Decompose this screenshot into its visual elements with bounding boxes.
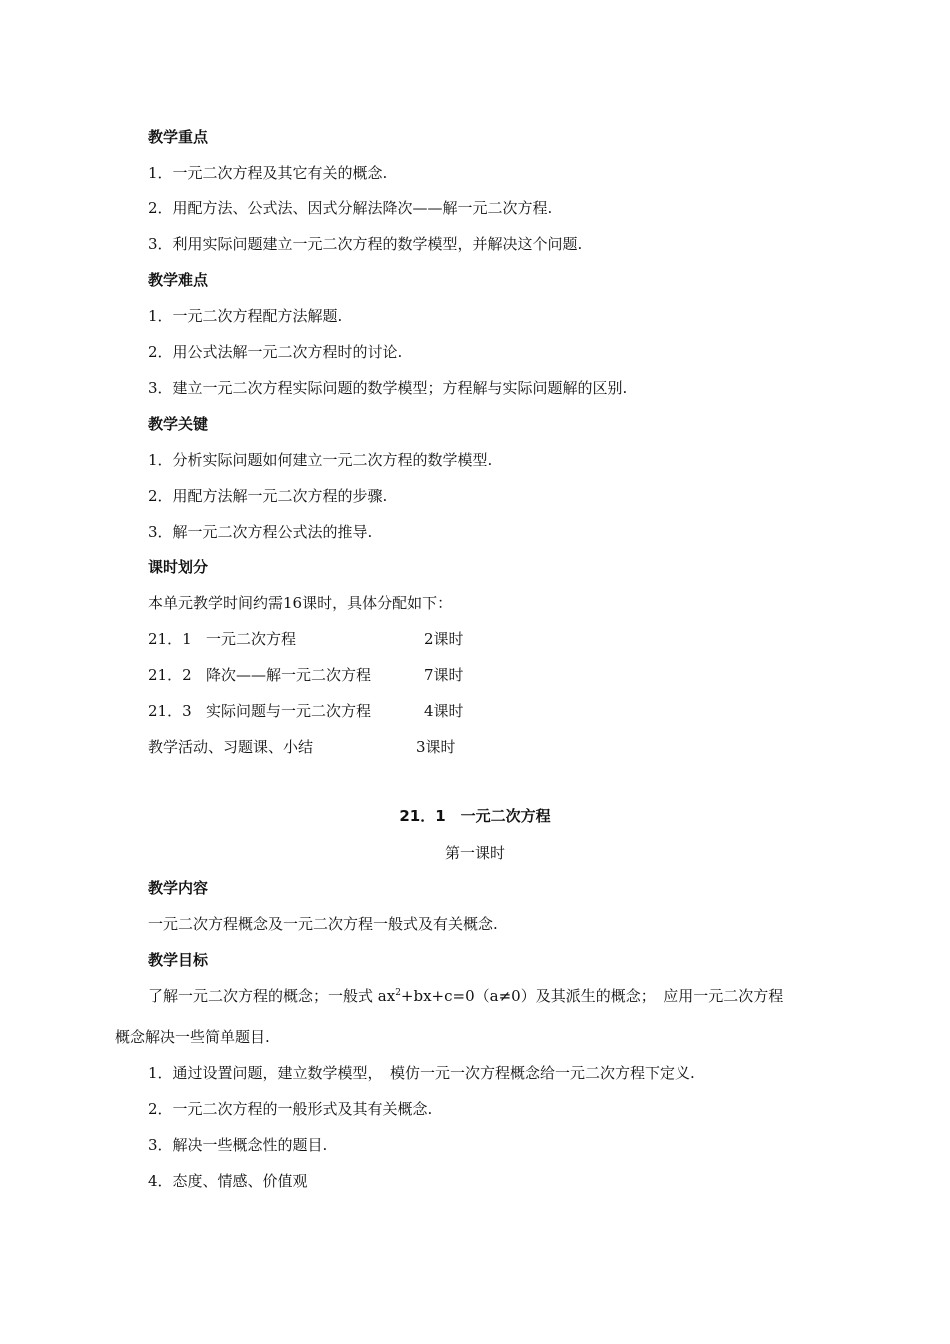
schedule-topic: 降次——解一元二次方程 bbox=[206, 666, 372, 684]
heading-goal: 教学目标 bbox=[148, 951, 209, 969]
nandian-item-3: 3．建立一元二次方程实际问题的数学模型；方程解与实际问题解的区别. bbox=[148, 379, 628, 397]
goal-item-2: 2．一元二次方程的一般形式及其有关概念. bbox=[148, 1100, 433, 1118]
guanjian-item-1: 1．分析实际问题如何建立一元二次方程的数学模型. bbox=[148, 451, 493, 469]
schedule-row bbox=[148, 701, 464, 721]
schedule-row-extra bbox=[148, 737, 456, 757]
schedule-num: 21．3 bbox=[148, 702, 192, 720]
schedule-hours: 3课时 bbox=[416, 738, 456, 756]
schedule-num: 21．1 bbox=[148, 630, 192, 648]
goal-item-1: 1．通过设置问题，建立数学模型， 模仿一元一次方程概念给一元二次方程下定义. bbox=[148, 1064, 695, 1082]
guanjian-item-2: 2．用配方法解一元二次方程的步骤. bbox=[148, 487, 388, 505]
heading-zhongdian: 教学重点 bbox=[148, 128, 209, 146]
zhongdian-item-2: 2．用配方法、公式法、因式分解法降次——解一元二次方程. bbox=[148, 199, 553, 217]
schedule-hours: 2课时 bbox=[424, 630, 464, 648]
schedule-hours: 4课时 bbox=[424, 702, 464, 720]
lesson-subtitle: 第一课时 bbox=[444, 844, 505, 862]
schedule-num: 21．2 bbox=[148, 666, 192, 684]
zhongdian-item-1: 1．一元二次方程及其它有关的概念. bbox=[148, 164, 388, 182]
lesson-title: 21．1 一元二次方程 bbox=[399, 807, 551, 825]
nandian-item-2: 2．用公式法解一元二次方程时的讨论. bbox=[148, 343, 403, 361]
zhongdian-item-3: 3．利用实际问题建立一元二次方程的数学模型，并解决这个问题. bbox=[148, 235, 583, 253]
heading-content: 教学内容 bbox=[148, 879, 209, 897]
superscript: 2 bbox=[395, 988, 401, 998]
schedule-row bbox=[148, 629, 464, 649]
heading-nandian: 教学难点 bbox=[148, 271, 209, 289]
keshi-intro: 本单元教学时间约需16课时，具体分配如下： bbox=[148, 594, 453, 612]
nandian-item-1: 1．一元二次方程配方法解题. bbox=[148, 307, 343, 325]
goal-line-1: 了解一元二次方程的概念；一般式 $ax^2+bx+c=0(a\ne 0)$及其派生的概念； 应用一元二次方程 bbox=[148, 987, 784, 1005]
goal-item-4: 4．态度、情感、价值观 bbox=[148, 1172, 308, 1190]
schedule-topic: 教学活动、习题课、小结 bbox=[148, 738, 314, 756]
goal-item-3: 3．解决一些概念性的题目. bbox=[148, 1136, 328, 1154]
schedule-hours: 7课时 bbox=[424, 666, 464, 684]
schedule-topic: 实际问题与一元二次方程 bbox=[206, 702, 372, 720]
schedule-row bbox=[148, 665, 464, 685]
heading-guanjian: 教学关键 bbox=[148, 415, 209, 433]
heading-keshi: 课时划分 bbox=[148, 558, 209, 576]
schedule-topic: 一元二次方程 bbox=[206, 630, 297, 648]
content-text: 一元二次方程概念及一元二次方程一般式及有关概念. bbox=[148, 915, 498, 933]
goal-line-2: 概念解决一些简单题目. bbox=[115, 1028, 270, 1046]
guanjian-item-3: 3．解一元二次方程公式法的推导. bbox=[148, 523, 373, 541]
